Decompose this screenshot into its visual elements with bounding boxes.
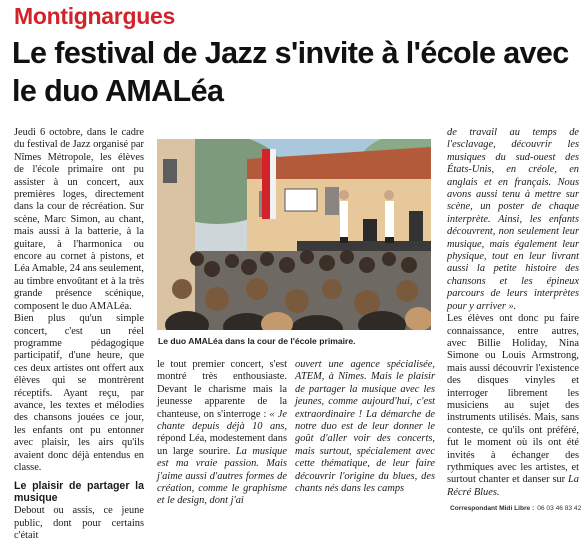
article-kicker: Montignargues [14, 3, 175, 29]
song-title: La Récré Blues. [447, 474, 579, 498]
column-2 [157, 359, 287, 508]
paragraph: répond Léa, modestement dans un large sourire. [157, 433, 287, 457]
correspondent-credit [447, 503, 582, 515]
paragraph: Jeudi 6 octobre, dans le cadre du festival de Jazz organisé par Nîmes Métropole, les élèves de l'école primaire ont pu assister à un concert, aux premières loges, directement dans la cour de récréation. Sur scène, Marc Simon, au chant, mais aussi à la batterie, à la guitare, à l'harmonica ou encore au cornet à pistons, et Léa Amable, 24 ans seulement, au timbre envoûtant et à la très grande présence scénique, composent le duo AMALéa. [14, 127, 144, 312]
article-headline: Le festival de Jazz s'invite à l'école avec le duo AMALéa [12, 36, 569, 108]
quote: ouvert une agence spécialisée, ATEM, à Nîmes. Mais le plaisir de partager la musique avec les jeunes, comme aujourd'hui, c'est extraordinaire ! La démarche de notre duo est de leur donner le goût d'aller voir des concerts, mais surtout, spécialement avec cette thématique, de leur faire découvrir l'origine du blues, des chants nés dans les camps [295, 359, 435, 495]
quote: La musique est ma vraie passion. Mais j'aime aussi d'autres formes de création, comme le graphisme et le design, dont j'ai [157, 445, 287, 507]
paragraph: le tout premier concert, s'est montré très enthousiaste. Devant le charisme mais la jeunesse apparente de la chanteuse, on s'interroge : [157, 359, 287, 420]
column-1 [14, 127, 144, 543]
column-3 [295, 359, 435, 495]
credit-label: Correspondant Midi Libre : [450, 505, 535, 513]
subheading: Le plaisir de partager la musique [14, 480, 144, 505]
paragraph: Debout ou assis, ce jeune public, dont pour certains c'était [14, 505, 144, 542]
column-4 [447, 127, 582, 516]
paragraph: Bien plus qu'un simple concert, c'est un réel programme pédagogique participatif, d'une heure, que ces deux artistes ont offert aux élèves qui se montrèrent réceptifs. Ayant reçu, par avance, les textes et mélodies des chansons jouées ce jour, les enfants ont pu entonner avec plaisir, les airs qu'ils avaient donc déjà entendus en classe. [14, 313, 144, 473]
concert-photo-illustration [157, 139, 431, 330]
paragraph: Les élèves ont donc pu faire connaissance, entre autres, avec Billie Holiday, Nina Simone ou Louis Armstrong, mais aussi découvrir l'existence des disques vinyles et interroger librement les musiciens au sujet des instruments utilisés. Mais, sans conteste, ce qu'ils ont préféré, fut le moment où ils ont été invités à échanger des rythmiques avec les artistes, et surtout chanter et danser sur [447, 313, 579, 486]
quote: « Je chante depuis déjà 10 ans, [157, 408, 287, 433]
credit-phone: 06 03 46 83 42 [537, 505, 582, 513]
photo-caption: Le duo AMALéa dans la cour de l'école primaire. [158, 336, 356, 346]
quote: de travail au temps de l'esclavage, découvrir les musiques du sud-ouest des États-Unis, en créole, en anglais et en français. Nous avons aussi tenu à mettre sur scène, un poster de chaque interprète. Ainsi, les enfants découvrent, non seulement leur musique, mais également leur physique, tout en leur livrant aussi la petite histoire des chansons et les épineux parcours de leurs interprètes pour y arriver ». [447, 127, 579, 312]
article-photo [157, 139, 431, 330]
